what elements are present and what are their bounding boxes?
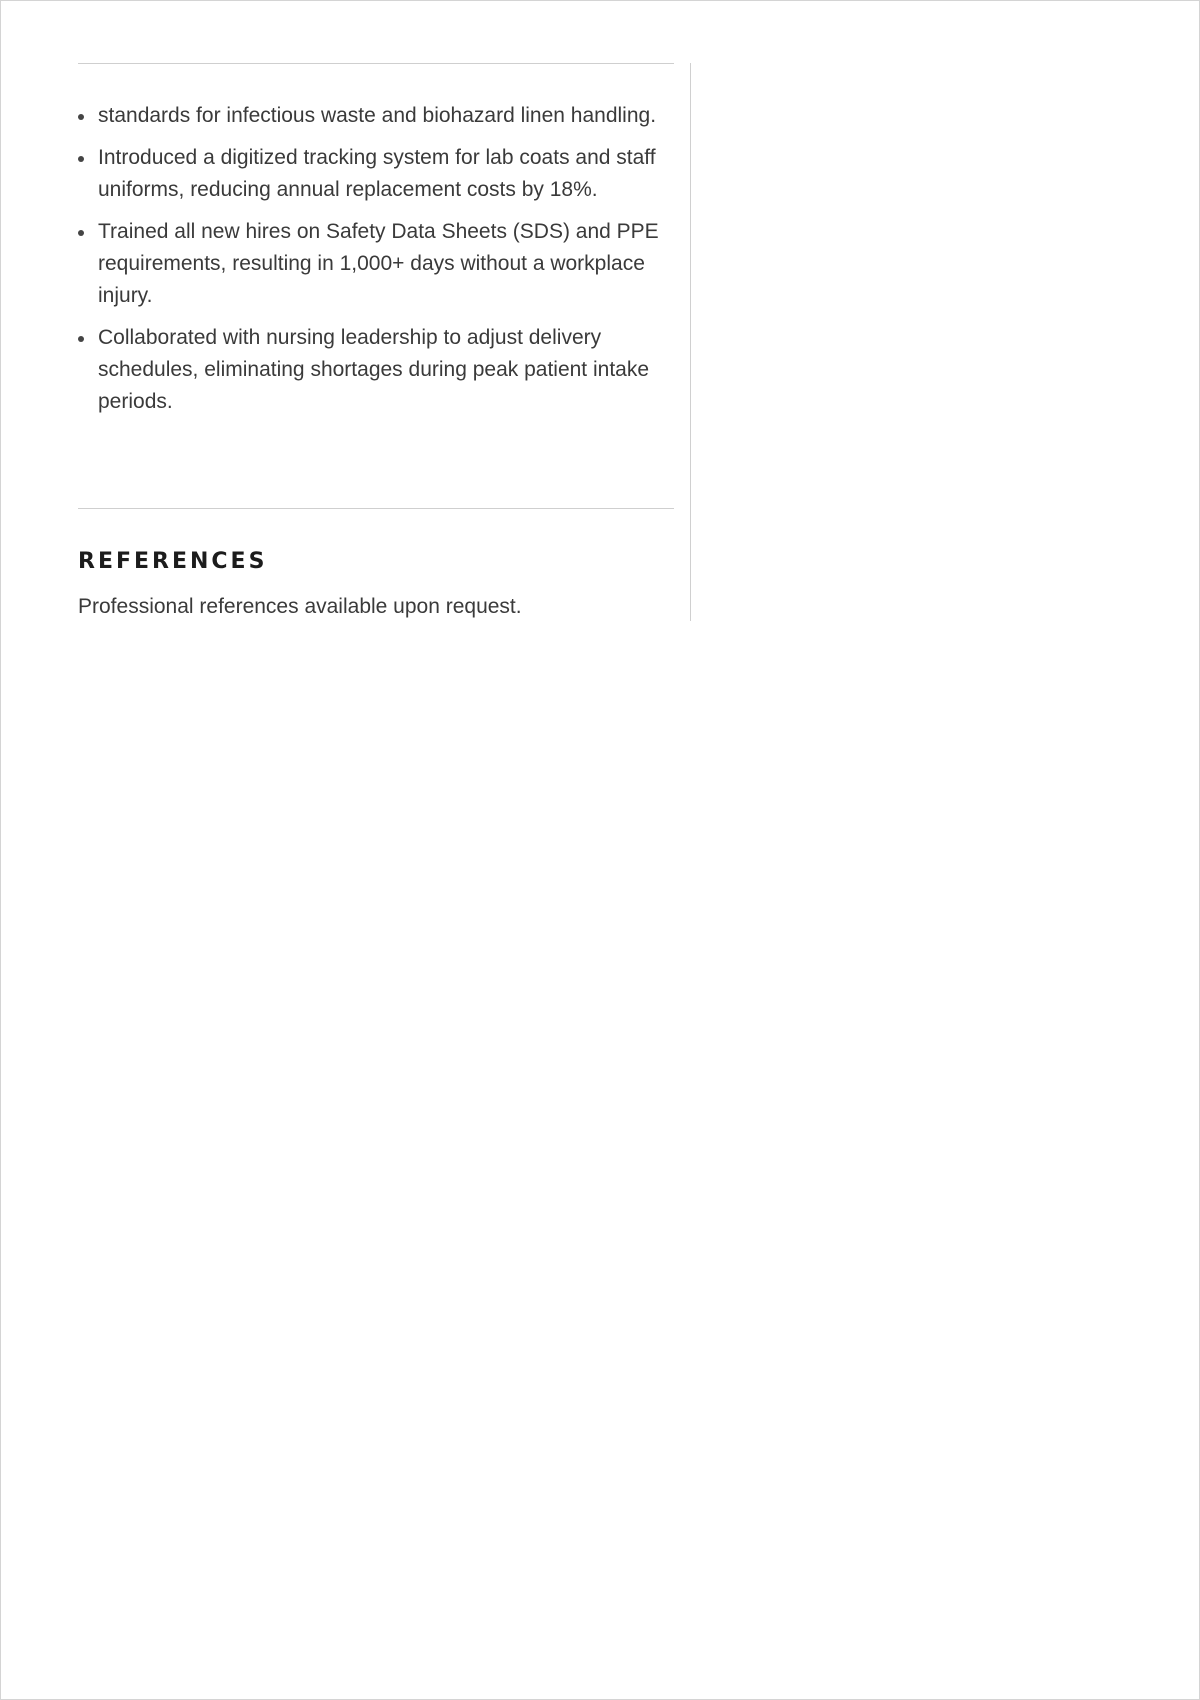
references-heading: REFERENCES: [78, 549, 268, 574]
experience-bullet-text: standards for infectious waste and biohazard linen handling.: [98, 104, 657, 127]
column-divider: [690, 63, 691, 621]
experience-bullet: [78, 100, 674, 132]
section-divider-top: [78, 63, 674, 64]
experience-bullet-list: [78, 100, 674, 418]
experience-bullet: [78, 322, 674, 418]
bullet-dot-icon: [78, 156, 84, 162]
references-text: Professional references available upon request.: [78, 595, 522, 618]
experience-bullet: [78, 216, 674, 312]
bullet-dot-icon: [78, 114, 84, 120]
experience-bullet-text: Collaborated with nursing leadership to adjust delivery schedules, eliminating shortages during peak patient intake periods.: [98, 326, 650, 413]
section-divider-references: [78, 508, 674, 509]
main-column: [78, 63, 674, 621]
bullet-dot-icon: [78, 230, 84, 236]
experience-bullet-text: Introduced a digitized tracking system for lab coats and staff uniforms, reducing annual replacement costs by 18%.: [98, 146, 656, 201]
experience-bullet: [78, 142, 674, 206]
experience-bullet-text: Trained all new hires on Safety Data Sheets (SDS) and PPE requirements, resulting in 1,000+ days without a workplace injury.: [98, 220, 659, 307]
bullet-dot-icon: [78, 336, 84, 342]
